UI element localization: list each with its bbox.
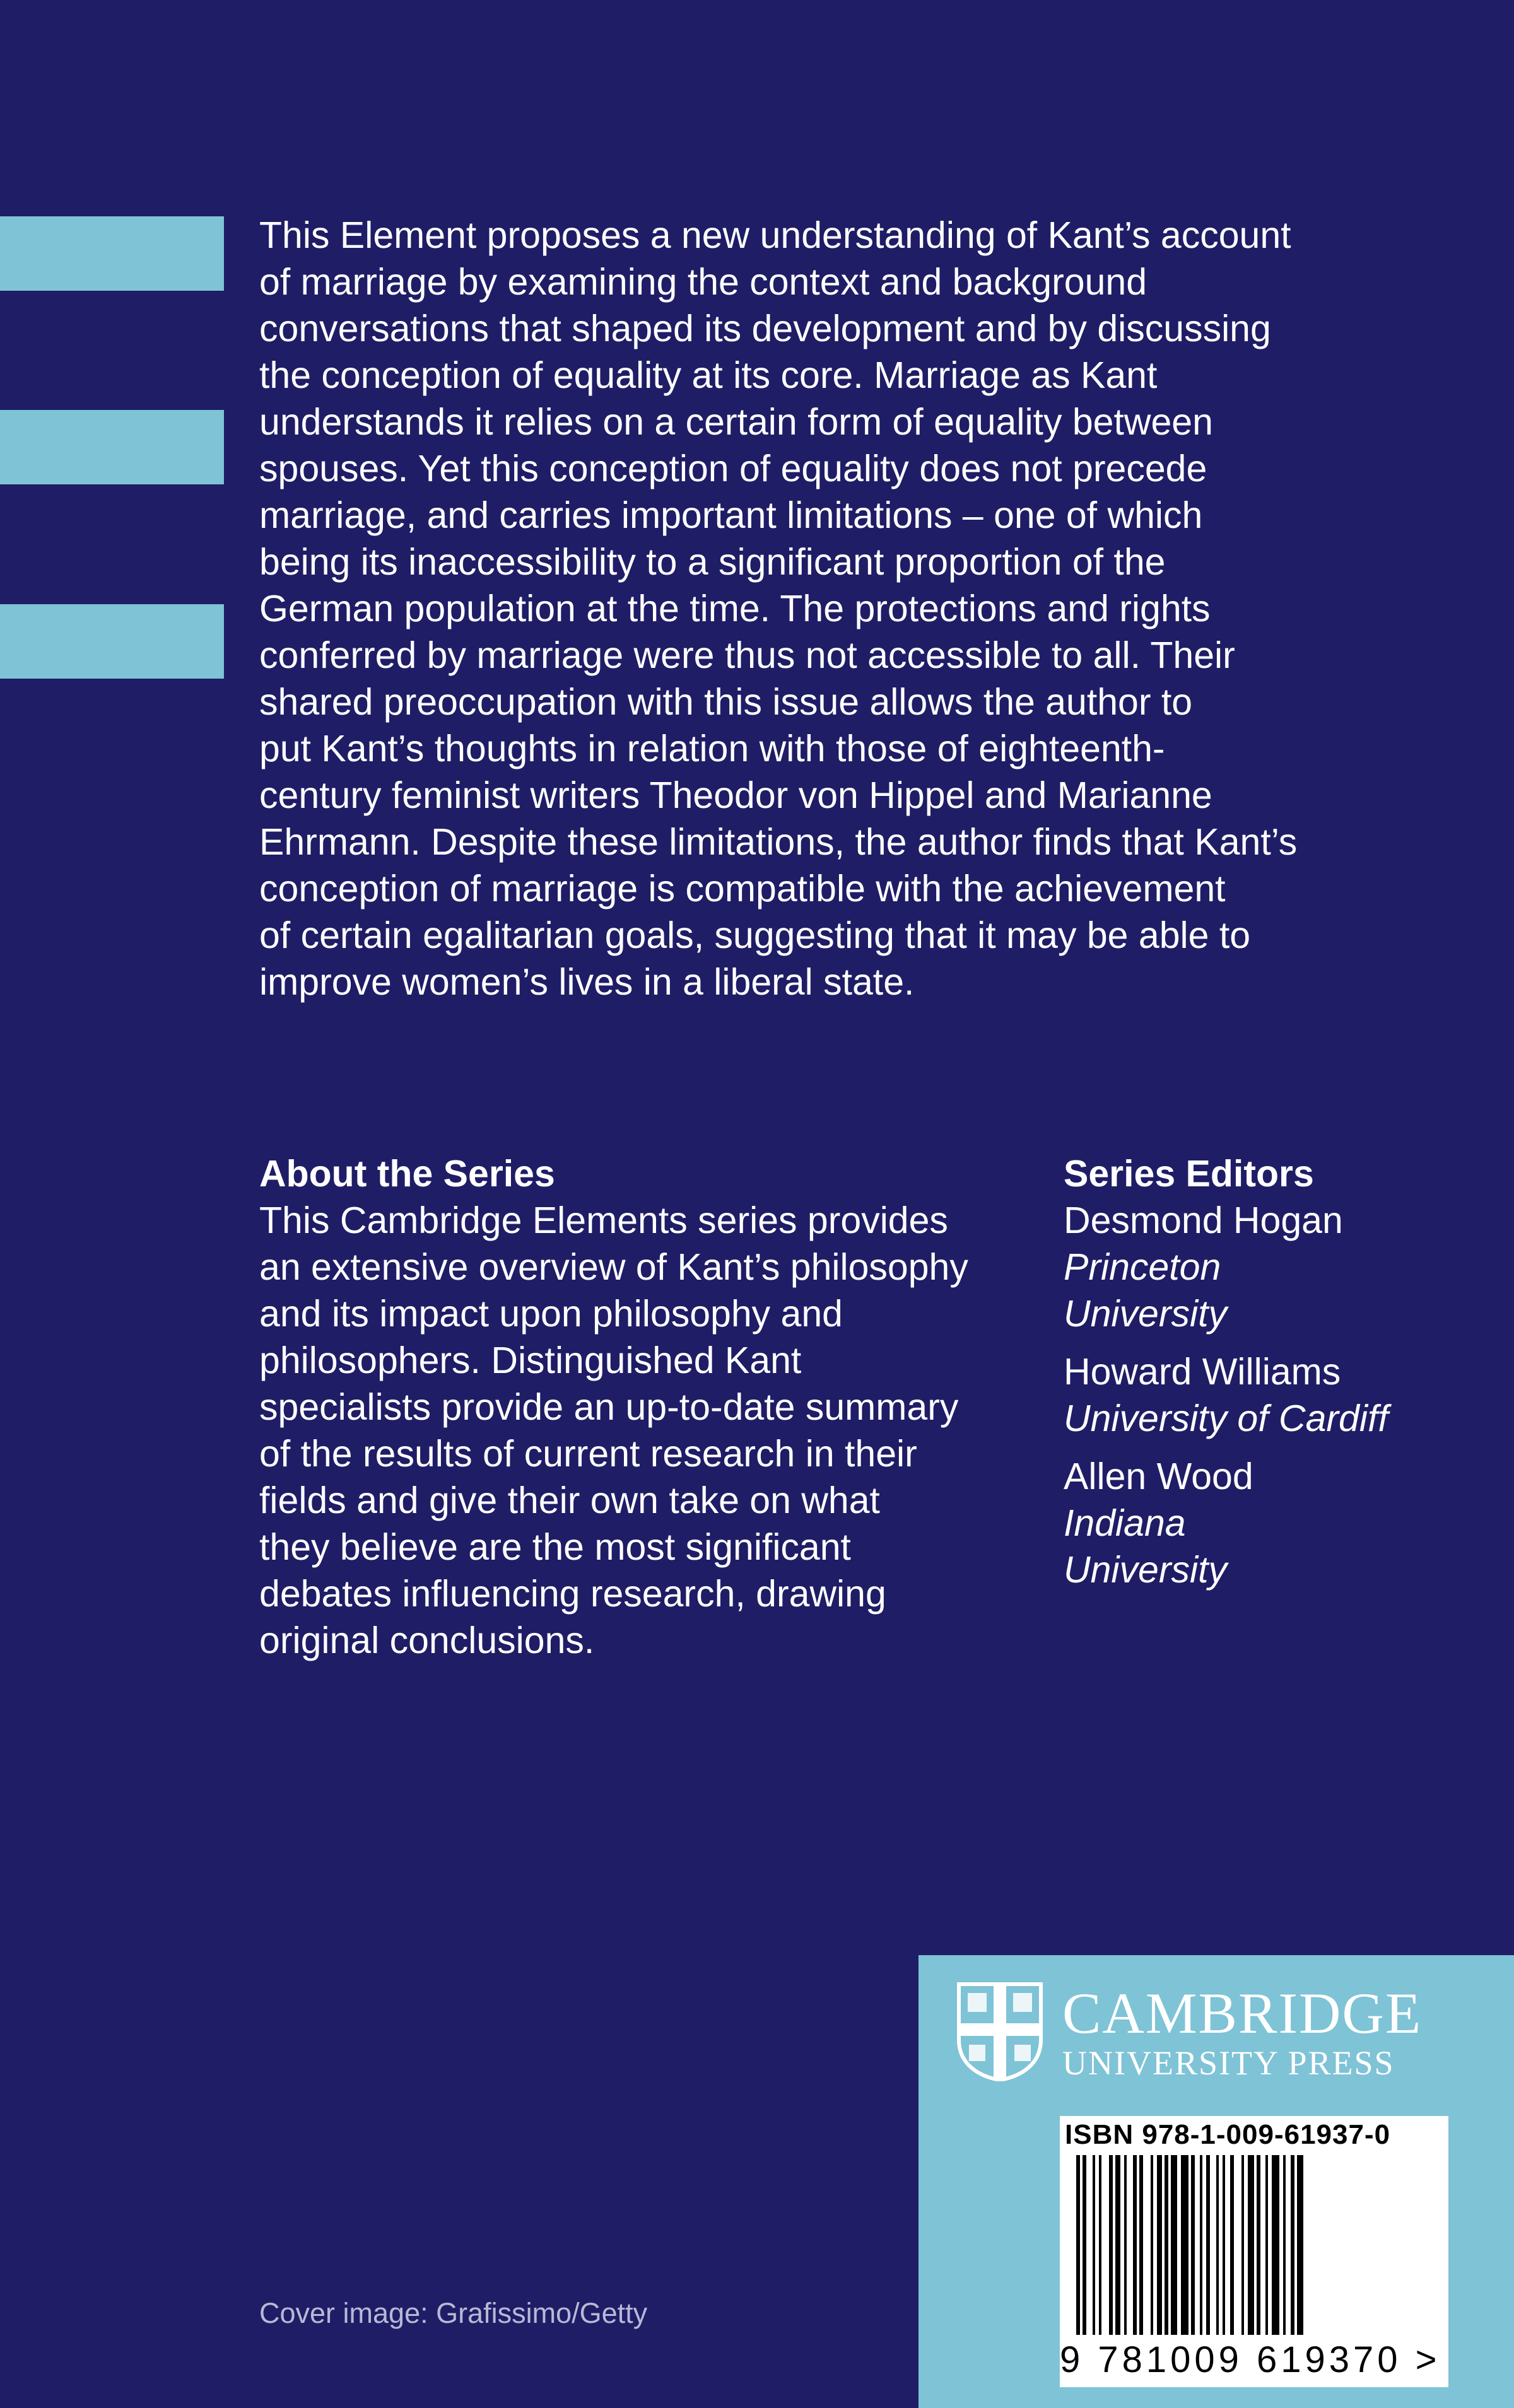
barcode-bar bbox=[1083, 2155, 1086, 2335]
barcode-bar bbox=[1206, 2155, 1210, 2335]
barcode-bar bbox=[1283, 2155, 1286, 2335]
barcode-bar bbox=[1265, 2155, 1268, 2335]
series-editors-section bbox=[1064, 1150, 1467, 1604]
description-line: improve women’s lives in a liberal state. bbox=[259, 961, 915, 1003]
book-description bbox=[259, 212, 1420, 1005]
description-line: being its inaccessibility to a significant proportion of the bbox=[259, 541, 1166, 583]
description-line: put Kant’s thoughts in relation with those of eighteenth- bbox=[259, 728, 1165, 769]
description-line: This Element proposes a new understanding of Kant’s account bbox=[259, 214, 1291, 256]
barcode-bar bbox=[1191, 2155, 1195, 2335]
isbn-label: ISBN 978-1-009-61937-0 bbox=[1065, 2119, 1391, 2150]
description-line: Ehrmann. Despite these limitations, the author finds that Kant’s bbox=[259, 821, 1298, 863]
description-line: the conception of equality at its core. Marriage as Kant bbox=[259, 354, 1158, 396]
description-line: conception of marriage is compatible with the achievement bbox=[259, 868, 1226, 909]
barcode-icon bbox=[1060, 2155, 1448, 2338]
barcode-bar bbox=[1257, 2155, 1260, 2335]
publisher-name bbox=[1062, 1983, 1422, 2083]
barcode-bar bbox=[1093, 2155, 1095, 2335]
description-line: conferred by marriage were thus not accessible to all. Their bbox=[259, 634, 1235, 676]
barcode-bar bbox=[1151, 2155, 1153, 2335]
barcode-bar bbox=[1099, 2155, 1101, 2335]
editor-entry bbox=[1064, 1348, 1467, 1442]
barcode-bar bbox=[1241, 2155, 1244, 2335]
barcode-bar bbox=[1291, 2155, 1294, 2335]
barcode-bar bbox=[1124, 2155, 1127, 2335]
about-series-line: philosophers. Distinguished Kant bbox=[259, 1340, 802, 1381]
barcode-bar bbox=[1297, 2155, 1303, 2335]
accent-bar-middle bbox=[0, 410, 224, 484]
editor-name: Desmond Hogan bbox=[1064, 1200, 1343, 1241]
cambridge-shield-icon bbox=[956, 1982, 1043, 2081]
editor-affiliation bbox=[1064, 1500, 1467, 1593]
editor-entry bbox=[1064, 1197, 1467, 1337]
affiliation-line: Princeton bbox=[1064, 1246, 1221, 1288]
editor-name: Howard Williams bbox=[1064, 1351, 1341, 1393]
about-series-text bbox=[259, 1197, 1054, 1664]
barcode-bar bbox=[1115, 2155, 1120, 2335]
affiliation-line: University bbox=[1064, 1293, 1227, 1335]
barcode-digits: 9 781009 619370 > bbox=[1060, 2339, 1441, 2380]
about-series-line: they believe are the most significant bbox=[259, 1526, 851, 1568]
barcode-bar bbox=[1139, 2155, 1143, 2335]
description-line: conversations that shaped its development and by discussing bbox=[259, 308, 1271, 349]
description-line: marriage, and carries important limitations – one of which bbox=[259, 494, 1203, 536]
about-series-line: This Cambridge Elements series provides bbox=[259, 1200, 948, 1241]
affiliation-line: University of Cardiff bbox=[1064, 1398, 1388, 1439]
description-line: understands it relies on a certain form of equality between bbox=[259, 401, 1213, 443]
description-line: of marriage by examining the context and background bbox=[259, 261, 1147, 303]
publisher-name-line1: CAMBRIDGE bbox=[1062, 1981, 1423, 2045]
editor-affiliation bbox=[1064, 1395, 1467, 1442]
cover-image-credit: Cover image: Grafissimo/Getty bbox=[259, 2297, 648, 2329]
editor-affiliation bbox=[1064, 1244, 1467, 1337]
isbn-barcode bbox=[1060, 2116, 1448, 2387]
barcode-bar bbox=[1157, 2155, 1162, 2335]
accent-bar-top bbox=[0, 216, 224, 291]
barcode-bar bbox=[1133, 2155, 1137, 2335]
affiliation-line: Indiana bbox=[1064, 1502, 1186, 1544]
about-series-line: an extensive overview of Kant’s philosophy bbox=[259, 1246, 968, 1288]
about-series-line: specialists provide an up-to-date summary bbox=[259, 1386, 959, 1428]
about-series-line: debates influencing research, drawing bbox=[259, 1573, 886, 1615]
affiliation-line: University bbox=[1064, 1549, 1227, 1591]
editor-entry bbox=[1064, 1453, 1467, 1593]
about-series-line: fields and give their own take on what bbox=[259, 1480, 880, 1521]
barcode-bar bbox=[1223, 2155, 1225, 2335]
barcode-bar bbox=[1216, 2155, 1219, 2335]
publisher-name-line2: UNIVERSITY PRESS bbox=[1062, 2044, 1395, 2082]
barcode-bar bbox=[1109, 2155, 1113, 2335]
editor-name: Allen Wood bbox=[1064, 1456, 1253, 1497]
description-line: spouses. Yet this conception of equality does not precede bbox=[259, 448, 1207, 489]
description-line: century feminist writers Theodor von Hippel and Marianne bbox=[259, 774, 1212, 816]
barcode-bar bbox=[1272, 2155, 1279, 2335]
about-series-line: and its impact upon philosophy and bbox=[259, 1293, 843, 1335]
series-editors-heading: Series Editors bbox=[1064, 1153, 1314, 1195]
description-line: shared preoccupation with this issue allows the author to bbox=[259, 681, 1193, 723]
accent-bar-bottom bbox=[0, 604, 224, 679]
barcode-bar bbox=[1181, 2155, 1188, 2335]
about-series-line: original conclusions. bbox=[259, 1620, 595, 1661]
barcode-bar bbox=[1230, 2155, 1234, 2335]
publisher-panel bbox=[918, 1955, 1514, 2408]
barcode-bar bbox=[1200, 2155, 1202, 2335]
about-series-heading: About the Series bbox=[259, 1153, 555, 1195]
barcode-bar bbox=[1171, 2155, 1177, 2335]
description-line: of certain egalitarian goals, suggesting that it may be able to bbox=[259, 915, 1251, 956]
barcode-bar bbox=[1248, 2155, 1254, 2335]
description-line: German population at the time. The protections and rights bbox=[259, 588, 1211, 629]
barcode-bar bbox=[1165, 2155, 1168, 2335]
barcode-bar bbox=[1076, 2155, 1080, 2335]
about-series-section bbox=[259, 1150, 1054, 1664]
about-series-line: of the results of current research in their bbox=[259, 1433, 917, 1475]
